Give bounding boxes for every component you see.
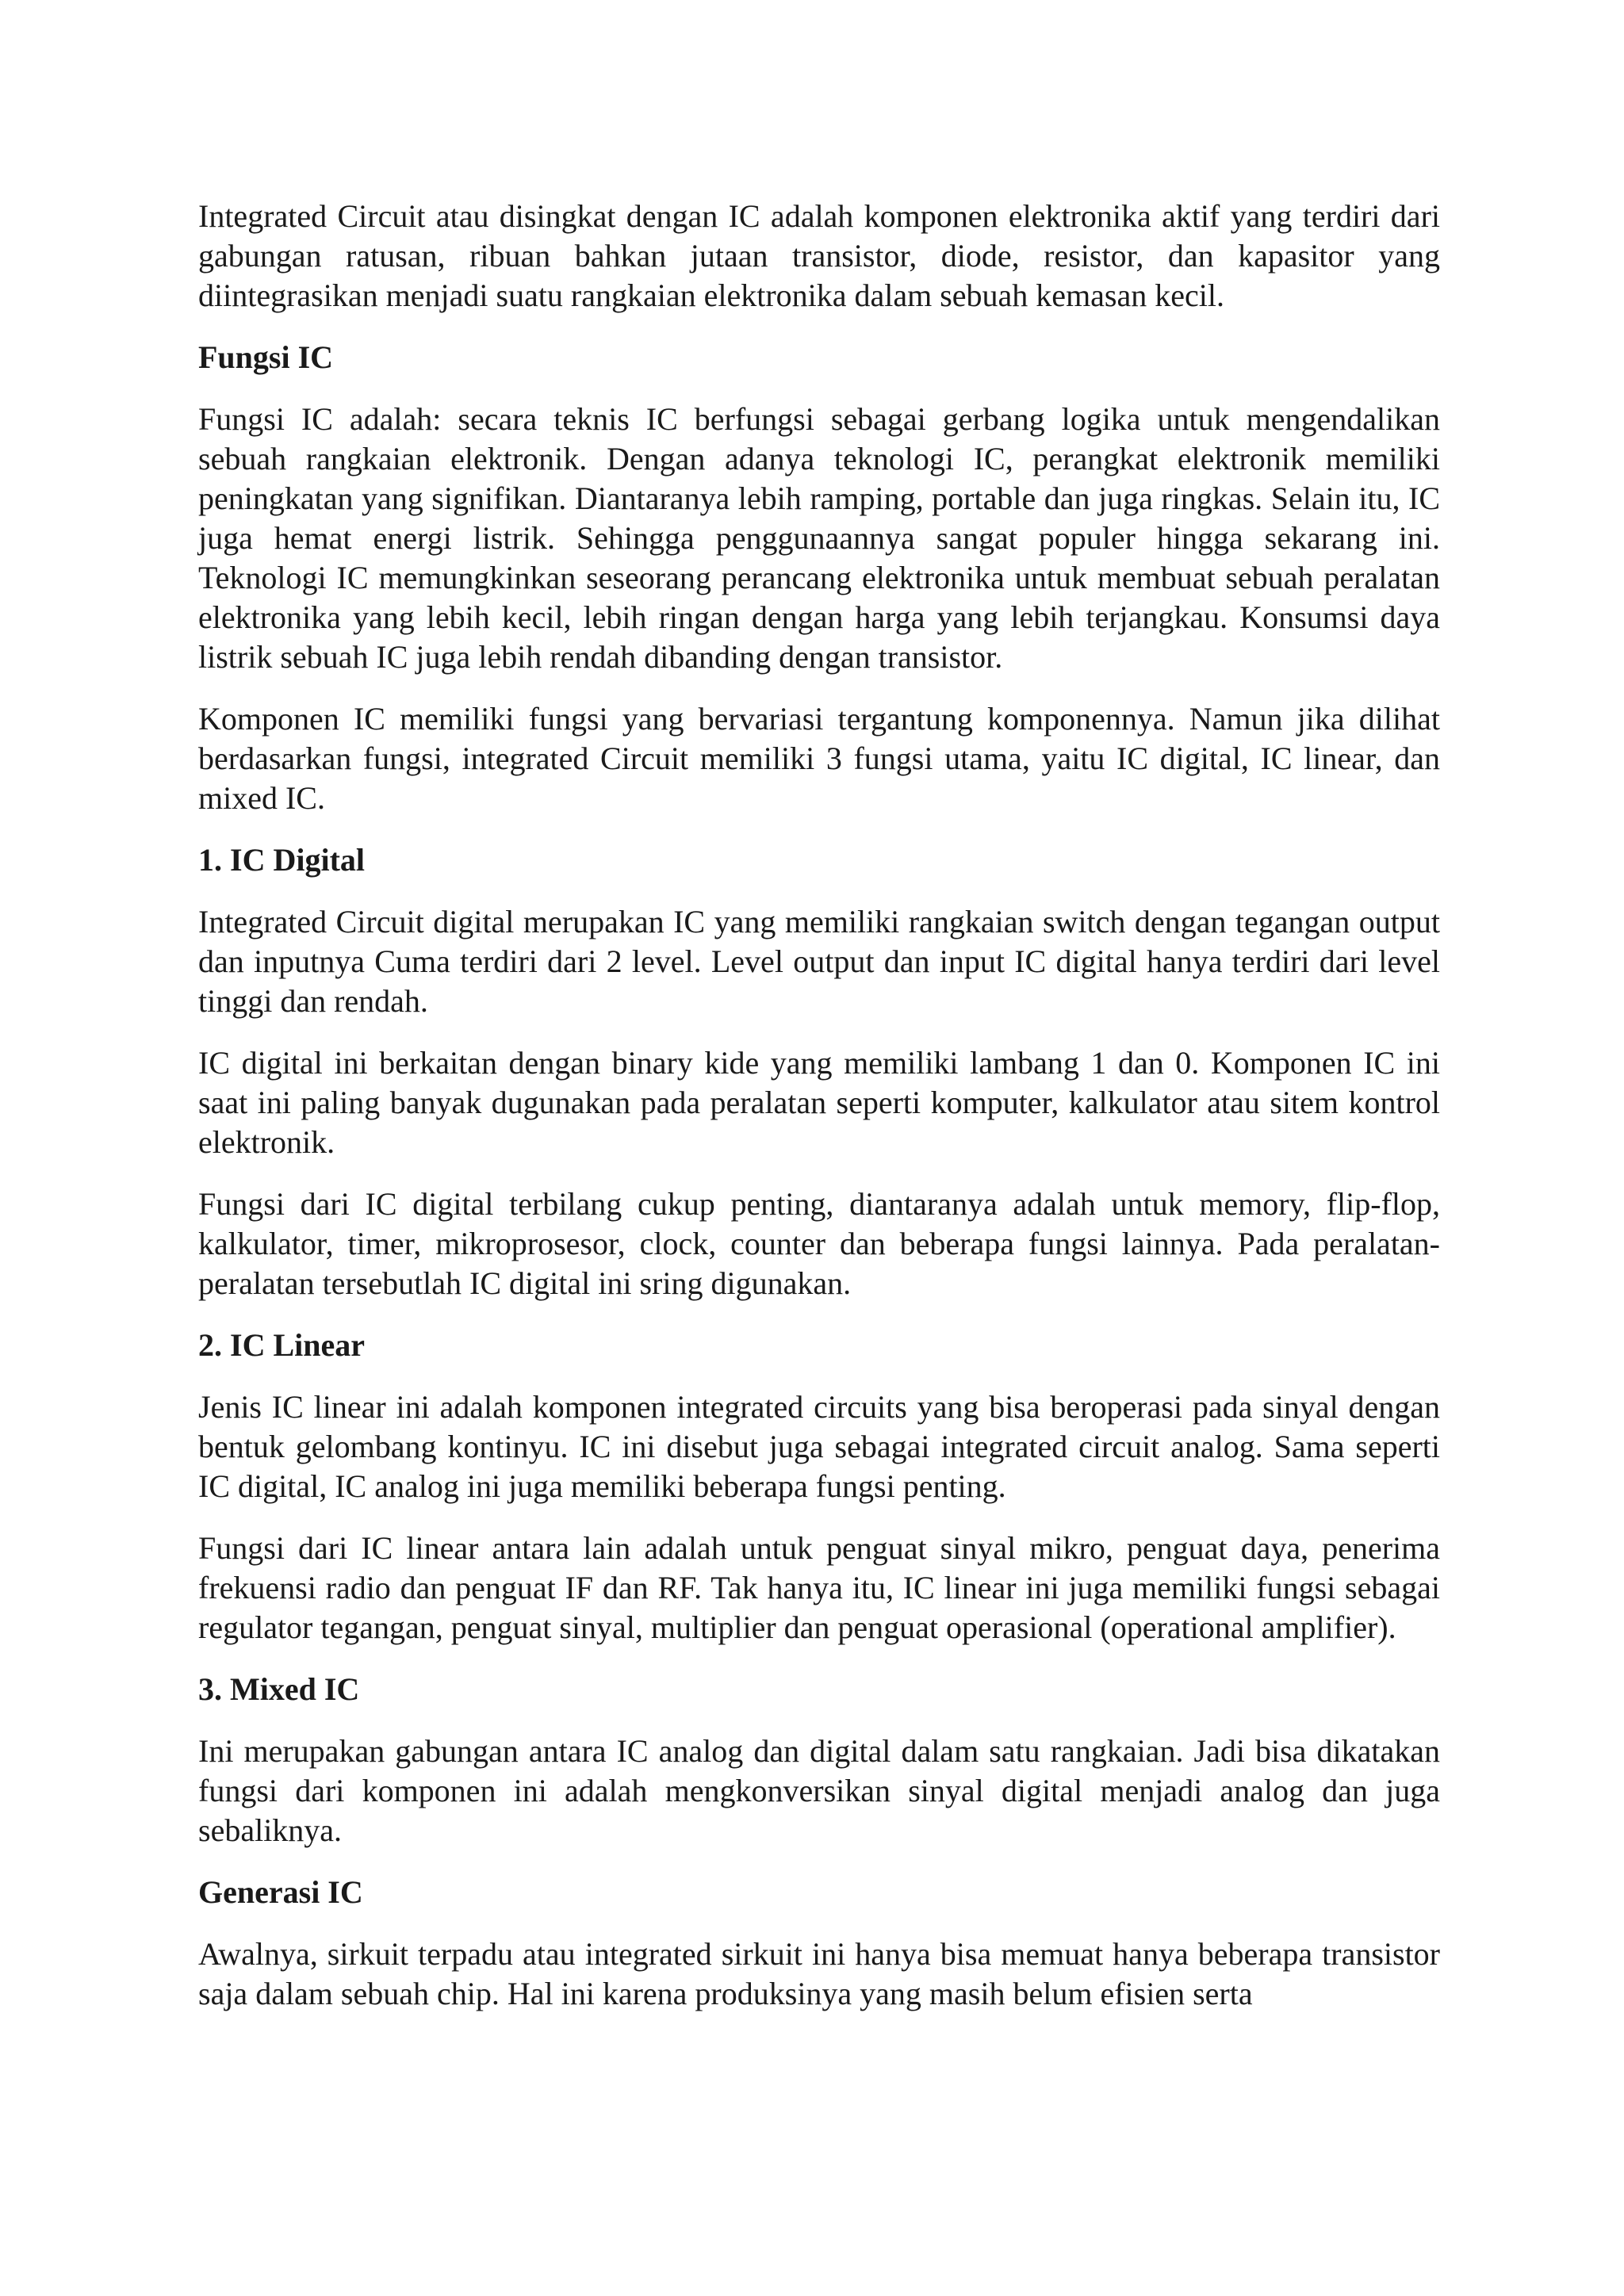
digital-paragraph-2: IC digital ini berkaitan dengan binary kide yang memiliki lambang 1 dan 0. Komponen IC ini saat ini paling banyak dugunakan pada peralatan seperti komputer, kalkulator atau sitem kontrol elektronik. [198, 1045, 1440, 1160]
heading-ic-digital: 1. IC Digital [198, 842, 365, 878]
document-body [198, 197, 1440, 2014]
intro-paragraph: Integrated Circuit atau disingkat dengan IC adalah komponen elektronika aktif yang terdiri dari gabungan ratusan, ribuan bahkan jutaan transistor, diode, resistor, dan kapasitor yang diintegrasikan menjadi suatu rangkaian elektronika dalam sebuah kemasan kecil. [198, 198, 1440, 313]
heading-mixed-ic: 3. Mixed IC [198, 1671, 360, 1707]
mixed-paragraph-1: Ini merupakan gabungan antara IC analog dan digital dalam satu rangkaian. Jadi bisa dikatakan fungsi dari komponen ini adalah mengkonversikan sinyal digital menjadi analog dan juga sebaliknya. [198, 1733, 1440, 1848]
heading-ic-linear: 2. IC Linear [198, 1327, 365, 1363]
fungsi-paragraph-1: Fungsi IC adalah: secara teknis IC berfungsi sebagai gerbang logika untuk mengendalikan sebuah rangkaian elektronik. Dengan adanya teknologi IC, perangkat elektronik memiliki peningkatan yang signifikan. Diantaranya lebih ramping, portable dan juga ringkas. Selain itu, IC juga hemat energi listrik. Sehingga penggunaannya sangat populer hingga sekarang ini. Teknologi IC memungkinkan seseorang perancang elektronika untuk membuat sebuah peralatan elektronika yang lebih kecil, lebih ringan dengan harga yang lebih terjangkau. Konsumsi daya listrik sebuah IC juga lebih rendah dibanding dengan transistor. [198, 401, 1440, 675]
linear-paragraph-1: Jenis IC linear ini adalah komponen integrated circuits yang bisa beroperasi pada sinyal dengan bentuk gelombang kontinyu. IC ini disebut juga sebagai integrated circuit analog. Sama seperti IC digital, IC analog ini juga memiliki beberapa fungsi penting. [198, 1389, 1440, 1504]
linear-paragraph-2: Fungsi dari IC linear antara lain adalah untuk penguat sinyal mikro, penguat daya, penerima frekuensi radio dan penguat IF dan RF. Tak hanya itu, IC linear ini juga memiliki fungsi sebagai regulator tegangan, penguat sinyal, multiplier dan penguat operasional (operational amplifier). [198, 1530, 1440, 1645]
heading-generasi-ic: Generasi IC [198, 1874, 363, 1910]
fungsi-paragraph-2: Komponen IC memiliki fungsi yang bervariasi tergantung komponennya. Namun jika dilihat berdasarkan fungsi, integrated Circuit memiliki 3 fungsi utama, yaitu IC digital, IC linear, dan mixed IC. [198, 701, 1440, 816]
generasi-paragraph-1: Awalnya, sirkuit terpadu atau integrated sirkuit ini hanya bisa memuat hanya beberapa transistor saja dalam sebuah chip. Hal ini karena produksinya yang masih belum efisien serta [198, 1936, 1440, 2011]
digital-paragraph-3: Fungsi dari IC digital terbilang cukup penting, diantaranya adalah untuk memory, flip-flop, kalkulator, timer, mikroprosesor, clock, counter dan beberapa fungsi lainnya. Pada peralatan-peralatan tersebutlah IC digital ini sring digunakan. [198, 1186, 1440, 1301]
digital-paragraph-1: Integrated Circuit digital merupakan IC yang memiliki rangkaian switch dengan tegangan output dan inputnya Cuma terdiri dari 2 level. Level output dan input IC digital hanya terdiri dari level tinggi dan rendah. [198, 904, 1440, 1019]
heading-fungsi-ic: Fungsi IC [198, 339, 334, 375]
